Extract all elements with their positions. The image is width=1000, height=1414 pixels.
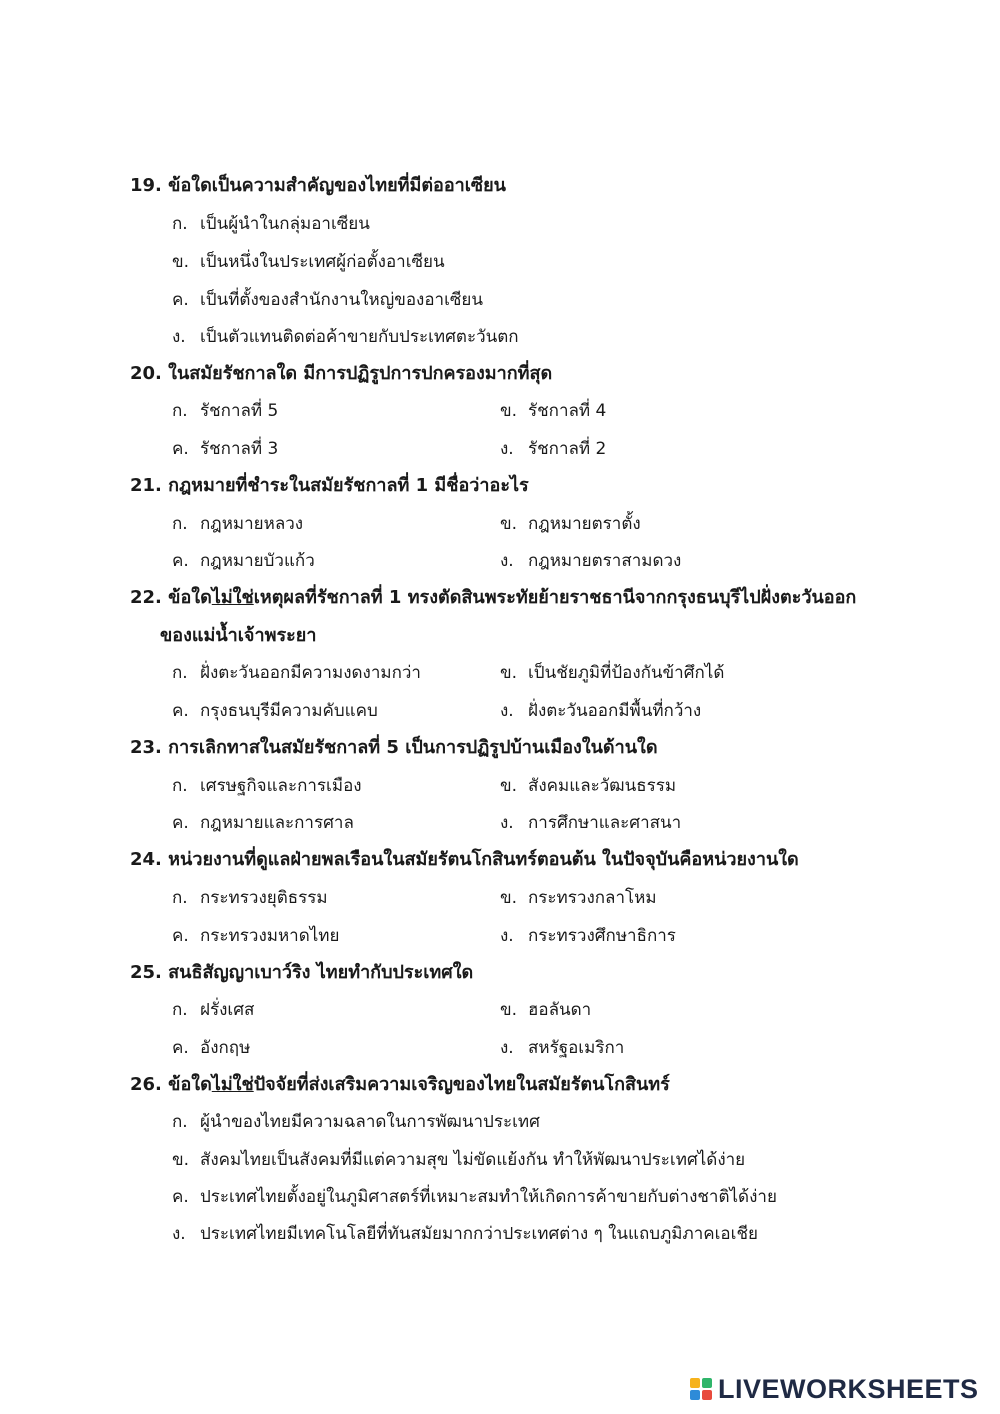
option[interactable] [172,774,362,798]
option-text: เศรษฐกิจและการเมือง [200,776,362,796]
option-text: รัชกาลที่ 3 [200,439,279,459]
logo-icon [690,1378,712,1400]
option[interactable] [500,661,724,685]
question-number: 25. [130,962,162,983]
question-20 [130,362,552,386]
option[interactable] [500,886,657,910]
option-label: ก. [172,514,188,534]
question-22-line2: ของแม่น้ำเจ้าพระยา [160,625,317,646]
option[interactable] [172,998,254,1022]
question-text: ข้อใด [168,587,212,608]
option-text: กฎหมายหลวง [200,514,304,534]
question-text-rest: เหตุผลที่รัชกาลที่ 1 ทรงตัดสินพระทัยย้ายราชธานีจากกรุงธนบุรีไปฝั่งตะวันออก [253,587,857,608]
option-label: ง. [500,813,514,833]
option[interactable] [500,399,606,423]
liveworksheets-logo [690,1373,979,1405]
option-label: ข. [500,514,518,534]
question-24 [130,848,799,872]
option-label: ข. [500,888,518,908]
logo-tile-1 [690,1378,700,1388]
option-label: ก. [172,663,188,683]
option-text: รัชกาลที่ 4 [528,401,607,421]
option[interactable] [172,250,445,274]
option-label: ง. [500,439,514,459]
option-text: สหรัฐอเมริกา [528,1038,625,1058]
option-label: ข. [500,401,518,421]
option-label: ง. [500,926,514,946]
option[interactable] [500,924,676,948]
option[interactable] [500,774,676,798]
option-text: กฎหมายและการศาล [200,813,354,833]
option-label: ก. [172,776,188,796]
option-label: ค. [172,290,189,310]
option[interactable] [172,549,315,573]
option[interactable] [172,811,354,835]
question-26 [130,1073,670,1097]
question-number: 24. [130,849,162,870]
option[interactable] [500,811,681,835]
option-text: รัชกาลที่ 2 [528,439,607,459]
question-number: 20. [130,363,162,384]
option-text: เป็นหนึ่งในประเทศผู้ก่อตั้งอาเซียน [200,252,445,272]
option-text: ฝั่งตะวันออกมีพื้นที่กว้าง [528,701,702,721]
option[interactable] [172,399,278,423]
option[interactable] [500,699,701,723]
option-label: ค. [172,701,189,721]
option-label: ข. [500,663,518,683]
option-text: การศึกษาและศาสนา [528,813,682,833]
option-text: ประเทศไทยตั้งอยู่ในภูมิศาสตร์ที่เหมาะสมทำให้เกิดการค้าขายกับต่างชาติได้ง่าย [200,1187,777,1207]
option[interactable] [172,512,303,536]
option-text: กฎหมายตราสามดวง [528,551,682,571]
option-label: ค. [172,1038,189,1058]
question-text: หน่วยงานที่ดูแลฝ่ายพลเรือนในสมัยรัตนโกสินทร์ตอนต้น ในปัจจุบันคือหน่วยงานใด [168,849,799,870]
option-label: ง. [500,551,514,571]
option[interactable] [172,1185,777,1209]
option-text: เป็นที่ตั้งของสำนักงานใหญ่ของอาเซียน [200,290,484,310]
option[interactable] [172,661,421,685]
option-text: ประเทศไทยมีเทคโนโลยีที่ทันสมัยมากกว่าประเทศต่าง ๆ ในแถบภูมิภาคเอเชีย [200,1224,758,1244]
option[interactable] [500,998,591,1022]
option-text: รัชกาลที่ 5 [200,401,279,421]
option-text: เป็นตัวแทนติดต่อค้าขายกับประเทศตะวันตก [200,327,519,347]
option-label: ข. [500,1000,518,1020]
option[interactable] [172,288,483,312]
option-text: กระทรวงศึกษาธิการ [528,926,676,946]
question-text: สนธิสัญญาเบาว์ริง ไทยทำกับประเทศใด [168,962,474,983]
question-text: ข้อใด [168,1074,212,1095]
option-text: สังคมไทยเป็นสังคมที่มีแต่ความสุข ไม่ขัดแย้งกัน ทำให้พัฒนาประเทศได้ง่าย [200,1150,746,1170]
option-label: ข. [172,252,190,272]
logo-tile-2 [702,1378,712,1388]
question-text-rest: ปัจจัยที่ส่งเสริมความเจริญของไทยในสมัยรัตนโกสินทร์ [253,1074,670,1095]
question-25 [130,961,473,985]
question-number: 23. [130,737,162,758]
question-number: 19. [130,175,162,196]
option[interactable] [172,886,328,910]
option[interactable] [172,1148,745,1172]
option-label: ข. [500,776,518,796]
logo-tile-3 [690,1390,700,1400]
option-text: ผู้นำของไทยมีความฉลาดในการพัฒนาประเทศ [200,1112,540,1132]
question-19 [130,174,506,198]
option-label: ก. [172,888,188,908]
option-label: ก. [172,1000,188,1020]
option-label: ก. [172,1112,188,1132]
option-text: สังคมและวัฒนธรรม [528,776,677,796]
option-label: ข. [172,1150,190,1170]
question-underline: ไม่ใช่ [211,1074,254,1095]
logo-tile-4 [702,1390,712,1400]
option[interactable] [172,325,519,349]
question-23 [130,736,658,760]
option[interactable] [500,512,641,536]
question-number: 26. [130,1074,162,1095]
option-text: กฎหมายบัวแก้ว [200,551,315,571]
option[interactable] [172,699,378,723]
option-text: กรุงธนบุรีมีความคับแคบ [200,701,378,721]
option[interactable] [172,1222,758,1246]
option-label: ก. [172,214,188,234]
option[interactable] [172,212,370,236]
option[interactable] [172,437,278,461]
logo-text: LIVEWORKSHEETS [718,1373,979,1404]
question-text: ในสมัยรัชกาลใด มีการปฏิรูปการปกครองมากที่สุด [168,363,553,384]
option-label: ก. [172,401,188,421]
option-text: เป็นผู้นำในกลุ่มอาเซียน [200,214,370,234]
question-22 [130,586,856,610]
option-label: ค. [172,439,189,459]
option[interactable] [172,1110,540,1134]
option-label: ง. [500,1038,514,1058]
option-label: ค. [172,551,189,571]
option-text: กฎหมายตราตั้ง [528,514,641,534]
question-text: กฎหมายที่ชำระในสมัยรัชกาลที่ 1 มีชื่อว่าอะไร [168,475,529,496]
question-text: การเลิกทาสในสมัยรัชกาลที่ 5 เป็นการปฏิรูปบ้านเมืองในด้านใด [168,737,658,758]
question-underline: ไม่ใช่ [211,587,254,608]
option[interactable] [172,1036,250,1060]
question-number: 21. [130,475,162,496]
option[interactable] [500,549,681,573]
option-label: ง. [172,327,186,347]
option-text: กระทรวงกลาโหม [528,888,657,908]
option-text: ฝรั่งเศส [200,1000,255,1020]
option-label: ค. [172,813,189,833]
option-text: ฮอลันดา [528,1000,592,1020]
option-label: ค. [172,926,189,946]
question-21 [130,474,529,498]
option-label: ง. [500,701,514,721]
option-text: กระทรวงยุติธรรม [200,888,328,908]
option[interactable] [172,924,339,948]
option-text: เป็นชัยภูมิที่ป้องกันข้าศึกได้ [528,663,725,683]
option-label: ง. [172,1224,186,1244]
option[interactable] [500,1036,624,1060]
question-text: ข้อใดเป็นความสำคัญของไทยที่มีต่ออาเซียน [168,175,506,196]
question-number: 22. [130,587,162,608]
option-text: ฝั่งตะวันออกมีความงดงามกว่า [200,663,421,683]
option-text: อังกฤษ [200,1038,251,1058]
option-text: กระทรวงมหาดไทย [200,926,340,946]
option-label: ค. [172,1187,189,1207]
option[interactable] [500,437,606,461]
